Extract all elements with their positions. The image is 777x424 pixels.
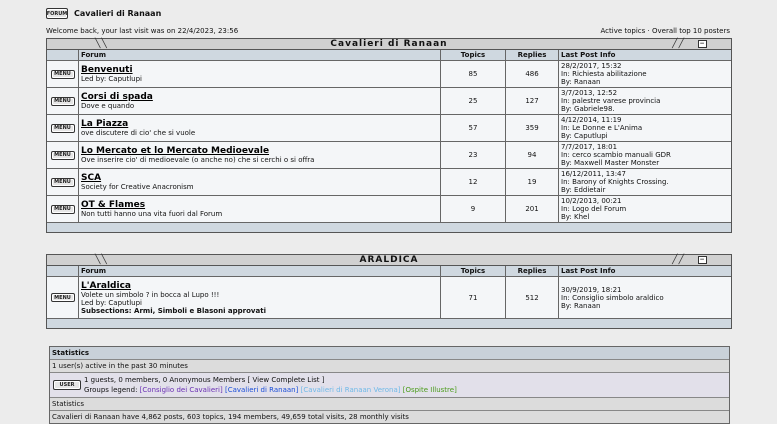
- replies-count: 512: [506, 277, 559, 319]
- statistics-subheading: Statistics: [50, 398, 729, 411]
- icon-column-header: [47, 266, 79, 277]
- last-post-author[interactable]: By: Eddietair: [561, 186, 606, 194]
- forum-link[interactable]: Corsi di spada: [81, 92, 153, 102]
- forum-cell: [79, 142, 441, 169]
- last-post-date[interactable]: 10/2/2013, 00:21: [561, 197, 622, 205]
- topics-count: 25: [441, 88, 506, 115]
- forum-cell: [79, 88, 441, 115]
- table-row: [47, 88, 731, 115]
- user-icon-wrap: [50, 380, 84, 390]
- last-post-topic[interactable]: In: Le Donne e L'Anima: [561, 124, 643, 132]
- last-post-info: [559, 277, 732, 319]
- active-users-line: 1 user(s) active in the past 30 minutes: [50, 360, 729, 373]
- table-row: [47, 196, 731, 223]
- ornament-right-icon: ╱╱: [672, 39, 685, 49]
- collapse-icon[interactable]: −: [699, 256, 706, 263]
- category-title[interactable]: ARALDICA: [359, 255, 419, 265]
- collapse-icon[interactable]: −: [699, 40, 706, 47]
- groups-legend: [84, 385, 457, 395]
- site-title[interactable]: Cavalieri di Ranaan: [74, 9, 162, 18]
- board-summary: Cavalieri di Ranaan have 4,862 posts, 603 topics, 194 members, 49,659 total visits, 28 monthly visits: [52, 413, 409, 421]
- last-post-date[interactable]: 28/2/2017, 15:32: [561, 62, 622, 70]
- forum-icon-cell: [47, 88, 79, 115]
- replies-count: 486: [506, 61, 559, 88]
- forum-moderator[interactable]: Led by: Caputlupi: [81, 298, 142, 307]
- category-footer: [47, 223, 731, 232]
- statistics-heading: Statistics: [50, 347, 729, 360]
- table-row: [47, 169, 731, 196]
- last-post-info: [559, 142, 732, 169]
- last-post-date[interactable]: 16/12/2011, 13:47: [561, 170, 626, 178]
- last-post-date[interactable]: 7/7/2017, 18:01: [561, 143, 618, 151]
- table-header-row: [47, 266, 731, 277]
- last-post-author[interactable]: By: Maxwell Master Monster: [561, 159, 660, 167]
- forum-read-icon: MENU: [51, 205, 75, 214]
- forum-link[interactable]: OT & Flames: [81, 200, 146, 210]
- legend-label: Groups legend:: [84, 386, 138, 394]
- last-post-author[interactable]: By: Khel: [561, 213, 590, 221]
- welcome-message: Welcome back, your last visit was on 22/4/2023, 23:56: [46, 27, 239, 35]
- table-header-row: [47, 50, 731, 61]
- last-post-author[interactable]: By: Caputlupi: [561, 132, 608, 140]
- site-header: [46, 8, 161, 19]
- users-icon: USER: [53, 380, 81, 390]
- last-post-info: [559, 196, 732, 223]
- top-links[interactable]: Active topics · Overall top 10 posters: [600, 27, 730, 35]
- forum-icon-cell: [47, 196, 79, 223]
- last-post-date[interactable]: 3/7/2013, 12:52: [561, 89, 618, 97]
- replies-count: 359: [506, 115, 559, 142]
- forum-icon-cell: [47, 169, 79, 196]
- last-post-author[interactable]: By: Ranaan: [561, 301, 601, 310]
- last-post-topic[interactable]: In: Barony of Knights Crossing.: [561, 178, 669, 186]
- forum-link[interactable]: SCA: [81, 173, 102, 183]
- table-row: [47, 115, 731, 142]
- online-users-text: [84, 375, 457, 395]
- last-post-topic[interactable]: In: Richiesta abilitazione: [561, 70, 647, 78]
- forum-description: Dove e quando: [81, 102, 135, 110]
- replies-count: 94: [506, 142, 559, 169]
- last-post-date[interactable]: 4/12/2014, 11:19: [561, 116, 622, 124]
- category-araldica: [46, 254, 732, 329]
- forum-description: Led by: Caputlupi: [81, 75, 142, 83]
- forum-read-icon: MENU: [51, 70, 75, 79]
- forum-read-icon: MENU: [51, 293, 75, 302]
- table-row: [47, 277, 731, 319]
- forum-description: Volete un simbolo ? in bocca al Lupo !!!: [81, 290, 220, 299]
- last-post-author[interactable]: By: Ranaan: [561, 78, 601, 86]
- forum-link[interactable]: L'Araldica: [81, 280, 131, 291]
- forum-description: Ove inserire cio' di medioevale (o anche no) che si cerchi o si offra: [81, 156, 315, 164]
- last-post-info: [559, 115, 732, 142]
- replies-count: 19: [506, 169, 559, 196]
- forum-table: [47, 50, 731, 223]
- forum-description: ove discutere di cio' che si vuole: [81, 129, 196, 137]
- category-title[interactable]: Cavalieri di Ranaan: [330, 39, 448, 49]
- category-header: [47, 39, 731, 50]
- table-row: [47, 61, 731, 88]
- forum-description: Society for Creative Anacronism: [81, 183, 194, 191]
- last-post-column-header: Last Post Info: [559, 266, 732, 277]
- topics-count: 12: [441, 169, 506, 196]
- forum-subsections[interactable]: Subsections: Armi, Simboli e Blasoni approvati: [81, 306, 266, 315]
- replies-column-header: Replies: [506, 50, 559, 61]
- ornament-left-icon: ╲╲: [95, 39, 108, 49]
- forum-read-icon: MENU: [51, 178, 75, 187]
- last-post-author[interactable]: By: Gabriele98.: [561, 105, 615, 113]
- group-cavalieri-verona[interactable]: [Cavalieri di Ranaan Verona]: [300, 386, 401, 394]
- forum-logo-icon[interactable]: FORUM: [46, 8, 68, 19]
- forum-icon-cell: [47, 61, 79, 88]
- last-post-info: [559, 61, 732, 88]
- last-post-info: [559, 88, 732, 115]
- last-post-topic[interactable]: In: Consiglio simbolo araldico: [561, 293, 664, 302]
- forum-cell: [79, 115, 441, 142]
- forum-link[interactable]: Benvenuti: [81, 65, 133, 75]
- category-cavalieri: [46, 38, 732, 233]
- online-users-block: [50, 373, 729, 398]
- ornament-left-icon: ╲╲: [95, 255, 108, 265]
- topics-count: 85: [441, 61, 506, 88]
- icon-column-header: [47, 50, 79, 61]
- guests-line[interactable]: 1 guests, 0 members, 0 Anonymous Members [ View Complete List ]: [84, 376, 325, 384]
- topics-count: 9: [441, 196, 506, 223]
- forum-icon-cell: [47, 277, 79, 319]
- forum-column-header: Forum: [79, 266, 441, 277]
- forum-icon-cell: [47, 142, 79, 169]
- table-row: [47, 142, 731, 169]
- last-post-topic[interactable]: In: palestre varese provincia: [561, 97, 661, 105]
- forum-link[interactable]: Lo Mercato et lo Mercato Medioevale: [81, 146, 270, 156]
- forum-read-icon: MENU: [51, 97, 75, 106]
- replies-count: 201: [506, 196, 559, 223]
- category-header: [47, 255, 731, 266]
- forum-read-icon: MENU: [51, 151, 75, 160]
- last-post-info: [559, 169, 732, 196]
- forum-table: [47, 266, 731, 319]
- forum-description: Non tutti hanno una vita fuori dal Forum: [81, 210, 223, 218]
- topics-count: 57: [441, 115, 506, 142]
- group-consiglio[interactable]: [Consiglio dei Cavalieri]: [139, 386, 223, 394]
- forum-column-header: Forum: [79, 50, 441, 61]
- topics-count: 71: [441, 277, 506, 319]
- forum-icon-cell: [47, 115, 79, 142]
- last-post-column-header: Last Post Info: [559, 50, 732, 61]
- forum-cell: [79, 277, 441, 319]
- ornament-right-icon: ╱╱: [672, 255, 685, 265]
- statistics-panel: [49, 346, 730, 424]
- last-post-topic[interactable]: In: cerco scambio manuali GDR: [561, 151, 671, 159]
- last-post-topic[interactable]: In: Logo del Forum: [561, 205, 627, 213]
- group-cavalieri[interactable]: [Cavalieri di Ranaan]: [224, 386, 299, 394]
- topics-column-header: Topics: [441, 266, 506, 277]
- last-post-date[interactable]: 30/9/2019, 18:21: [561, 285, 622, 294]
- group-ospite-illustre[interactable]: [Ospite Illustre]: [402, 386, 457, 394]
- replies-column-header: Replies: [506, 266, 559, 277]
- forum-read-icon: MENU: [51, 124, 75, 133]
- category-footer: [47, 319, 731, 328]
- topics-column-header: Topics: [441, 50, 506, 61]
- forum-link[interactable]: La Piazza: [81, 119, 129, 129]
- forum-cell: [79, 61, 441, 88]
- replies-count: 127: [506, 88, 559, 115]
- forum-cell: [79, 196, 441, 223]
- forum-cell: [79, 169, 441, 196]
- topics-count: 23: [441, 142, 506, 169]
